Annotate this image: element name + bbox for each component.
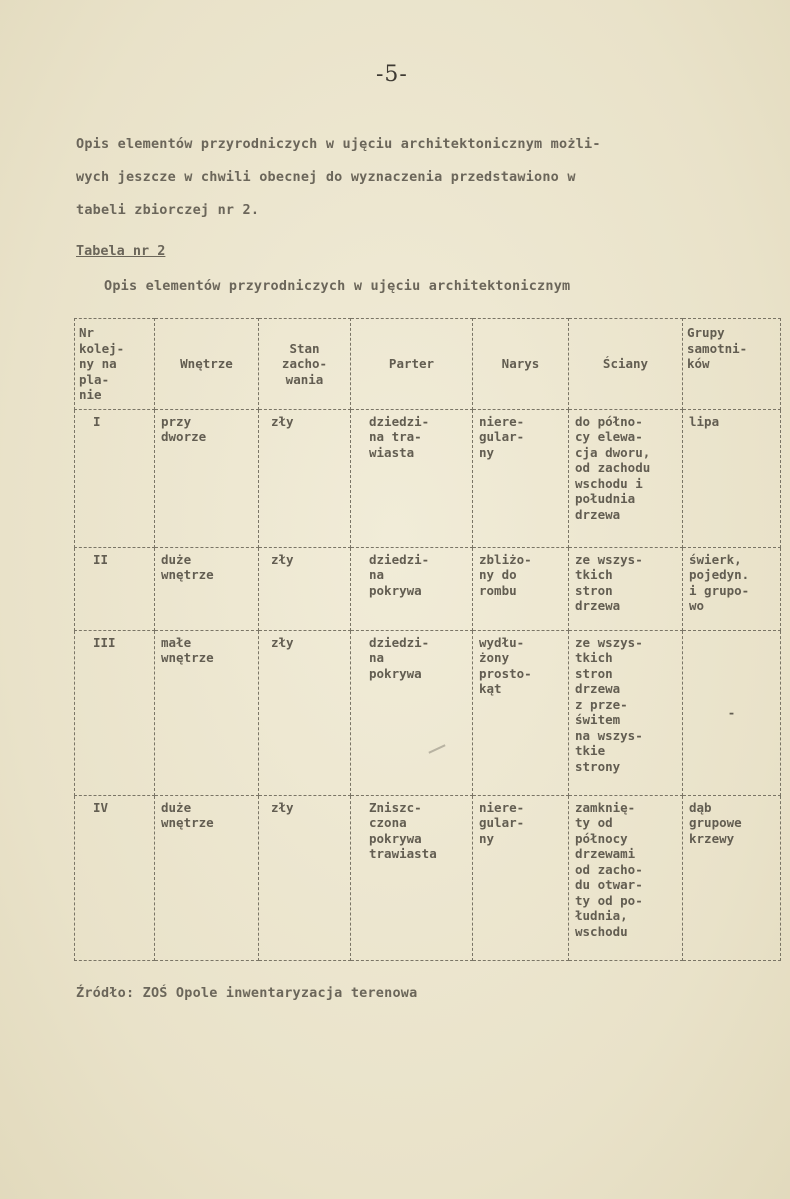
cell-number: III bbox=[75, 630, 155, 795]
cell-number: II bbox=[75, 547, 155, 630]
header-condition: Stan zacho- wania bbox=[259, 319, 351, 410]
table-row bbox=[75, 547, 781, 630]
cell-walls: do półno- cy elewa- cja dworu, od zachodu wschodu i południa drzewa bbox=[569, 409, 683, 547]
cell-outline: zbliżo- ny do rombu bbox=[473, 547, 569, 630]
header-outline: Narys bbox=[473, 319, 569, 410]
header-ground-floor: Parter bbox=[351, 319, 473, 410]
nature-elements-table bbox=[74, 318, 781, 961]
cell-solitary-groups: dąb grupowe krzewy bbox=[683, 795, 781, 960]
cell-number: I bbox=[75, 409, 155, 547]
table-row bbox=[75, 630, 781, 795]
table-label: Tabela nr 2 bbox=[76, 243, 166, 259]
header-interior: Wnętrze bbox=[155, 319, 259, 410]
cell-condition: zły bbox=[259, 630, 351, 795]
cell-walls: ze wszys- tkich stron drzewa bbox=[569, 547, 683, 630]
header-walls: Ściany bbox=[569, 319, 683, 410]
cell-walls: ze wszys- tkich stron drzewa z prze- świtem na wszys- tkie strony bbox=[569, 630, 683, 795]
intro-paragraph: Opis elementów przyrodniczych w ujęciu architektonicznym możli- wych jeszcze w chwili obecnej do wyznaczenia przedstawiono w tabeli zbiorczej nr 2. bbox=[76, 136, 601, 218]
cell-ground-floor: dziedzi- na pokrywa bbox=[351, 547, 473, 630]
table-header-row bbox=[75, 319, 781, 410]
cell-ground-floor: Zniszc- czona pokrywa trawiasta bbox=[351, 795, 473, 960]
cell-walls: zamknię- ty od północy drzewami od zacho- du otwar- ty od po- łudnia, wschodu bbox=[569, 795, 683, 960]
cell-interior: małe wnętrze bbox=[155, 630, 259, 795]
cell-outline: wydłu- żony prosto- kąt bbox=[473, 630, 569, 795]
header-number: Nr kolej- ny na pla- nie bbox=[75, 319, 155, 410]
page-number: -5- bbox=[376, 62, 408, 87]
cell-condition: zły bbox=[259, 409, 351, 547]
table-caption: Opis elementów przyrodniczych w ujęciu architektonicznym bbox=[104, 278, 571, 294]
cell-solitary-groups: - bbox=[683, 630, 781, 795]
cell-interior: duże wnętrze bbox=[155, 547, 259, 630]
cell-ground-floor: dziedzi- na pokrywa bbox=[351, 630, 473, 795]
table-row bbox=[75, 795, 781, 960]
cell-ground-floor: dziedzi- na tra- wiasta bbox=[351, 409, 473, 547]
cell-interior: duże wnętrze bbox=[155, 795, 259, 960]
cell-solitary-groups: lipa bbox=[683, 409, 781, 547]
cell-solitary-groups: świerk, pojedyn. i grupo- wo bbox=[683, 547, 781, 630]
cell-number: IV bbox=[75, 795, 155, 960]
source-note: Źródło: ZOŚ Opole inwentaryzacja terenowa bbox=[76, 985, 418, 1001]
cell-outline: niere- gular- ny bbox=[473, 409, 569, 547]
cell-interior: przy dworze bbox=[155, 409, 259, 547]
cell-outline: niere- gular- ny bbox=[473, 795, 569, 960]
cell-condition: zły bbox=[259, 795, 351, 960]
table-row bbox=[75, 409, 781, 547]
cell-condition: zły bbox=[259, 547, 351, 630]
header-solitary-groups: Grupy samotni- ków bbox=[683, 319, 781, 410]
